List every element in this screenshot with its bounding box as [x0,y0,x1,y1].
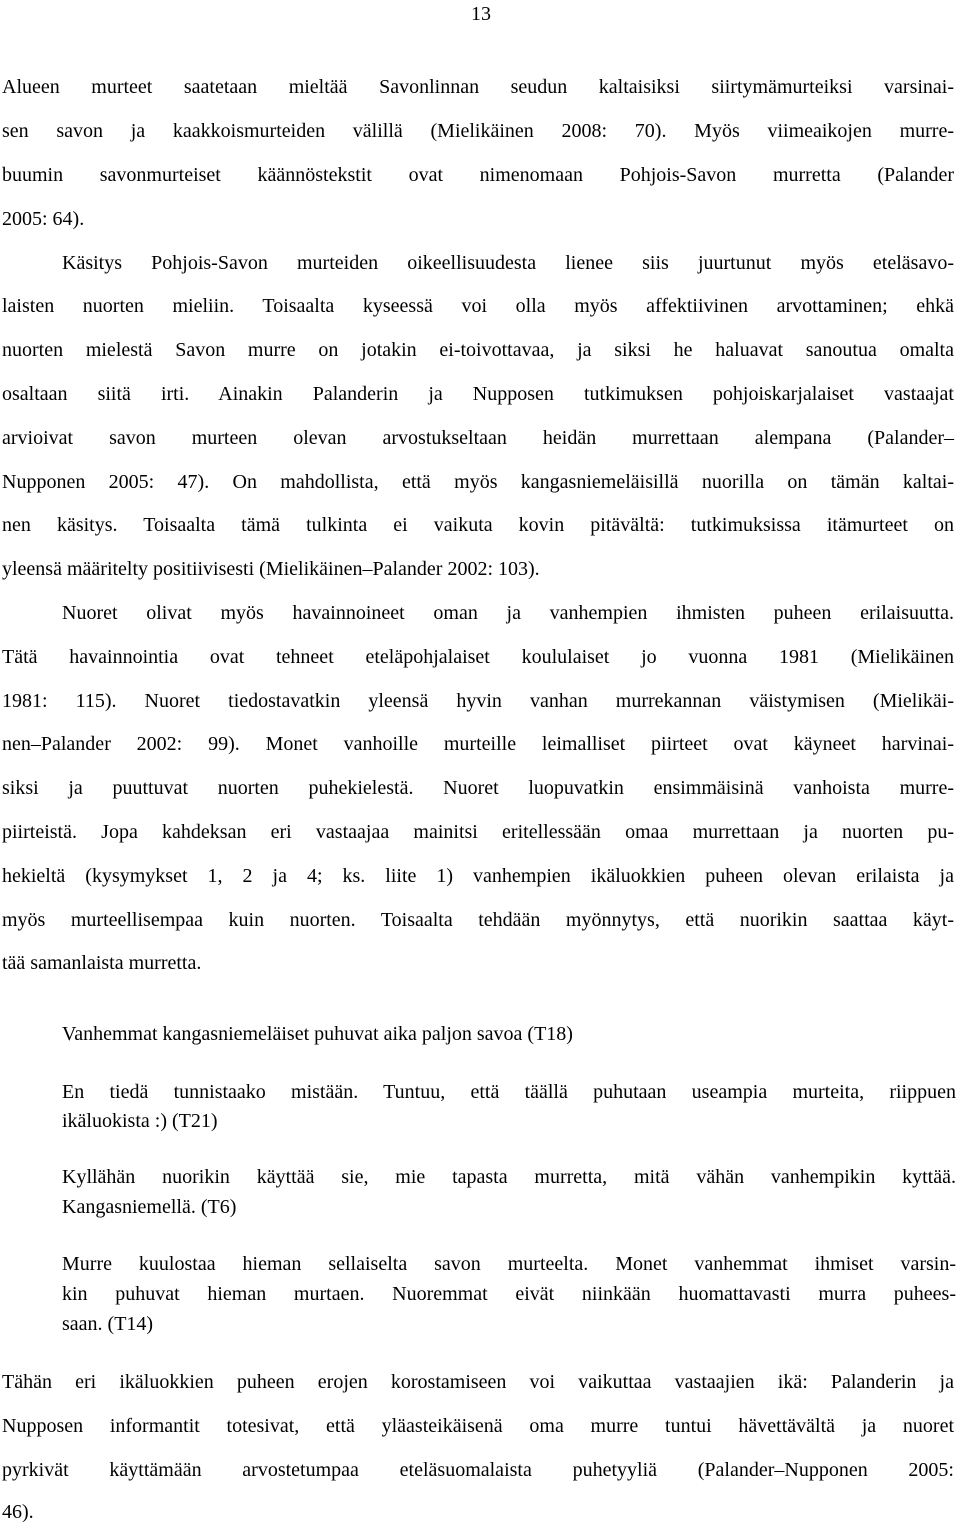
paragraph-3-line-7: hekieltä (kysymykset 1, 2 ja 4; ks. liite 1) vanhempien ikäluokkien puheen olevan erilaista ja [2,865,954,887]
paragraph-2-line-8: yleensä määritelty positiivisesti (Mielikäinen–Palander 2002: 103). [2,558,540,580]
paragraph-3-line-3: 1981: 115). Nuoret tiedostavatkin yleensä hyvin vanhan murrekannan väistymisen (Mielikäi- [2,690,954,712]
paragraph-1-line-4: 2005: 64). [2,208,85,230]
paragraph-4-line-1: Tähän eri ikäluokkien puheen erojen korostamiseen voi vaikuttaa vastaajien ikä: Palanderin ja [2,1371,954,1393]
paragraph-4-line-4: 46). [2,1501,34,1523]
paragraph-3-line-5: siksi ja puuttuvat nuorten puhekielestä. Nuoret luopuvatkin ensimmäisinä vanhoista murre- [2,777,954,799]
paragraph-3-line-4: nen–Palander 2002: 99). Monet vanhoille murteille leimalliset piirteet ovat käyneet harvinai- [2,733,954,755]
paragraph-2-line-6: Nupponen 2005: 47). On mahdollista, että myös kangasniemeläisillä nuorilla on tämän kaltai- [2,471,954,493]
paragraph-3-line-1: Nuoret olivat myös havainnoineet oman ja vanhempien ihmisten puheen erilaisuutta. [62,602,954,624]
quote-t18-line-1: Vanhemmat kangasniemeläiset puhuvat aika paljon savoa (T18) [62,1023,573,1045]
paragraph-4-line-3: pyrkivät käyttämään arvostetumpaa eteläsuomalaista puhetyyliä (Palander–Nupponen 2005: [2,1459,954,1481]
quote-t21-line-1: En tiedä tunnistaako mistään. Tuntuu, että täällä puhutaan useampia murteita, riippuen [62,1081,956,1103]
paragraph-1-line-3: buumin savonmurteiset käännöstekstit ovat nimenomaan Pohjois-Savon murretta (Palander [2,164,954,186]
paragraph-2-line-4: osaltaan siitä irti. Ainakin Palanderin ja Nupposen tutkimuksen pohjoiskarjalaiset vastaajat [2,383,954,405]
paragraph-1-line-2: sen savon ja kaakkoismurteiden välillä (Mielikäinen 2008: 70). Myös viimeaikojen murre- [2,120,954,142]
paragraph-2-line-2: laisten nuorten mieliin. Toisaalta kyseessä voi olla myös affektiivinen arvottaminen; ehkä [2,295,954,317]
quote-t6-line-2: Kangasniemellä. (T6) [62,1196,237,1218]
paragraph-3-line-6: piirteistä. Jopa kahdeksan eri vastaajaa mainitsi eritellessään omaa murrettaan ja nuorten pu- [2,821,954,843]
paragraph-2-line-3: nuorten mielestä Savon murre on jotakin ei-toivottavaa, ja siksi he haluavat sanoutua omalta [2,339,954,361]
paragraph-1-line-1: Alueen murteet saatetaan mieltää Savonlinnan seudun kaltaisiksi siirtymämurteiksi varsinai- [2,76,954,98]
paragraph-3-line-2: Tätä havainnointia ovat tehneet eteläpohjalaiset koululaiset jo vuonna 1981 (Mielikäinen [2,646,954,668]
quote-t6-line-1: Kyllähän nuorikin käyttää sie, mie tapasta murretta, mitä vähän vanhempikin kyttää. [62,1166,956,1188]
page-number: 13 [471,3,491,25]
paragraph-3-line-9: tää samanlaista murretta. [2,952,202,974]
quote-t14-line-1: Murre kuulostaa hieman sellaiselta savon murteelta. Monet vanhemmat ihmiset varsin- [62,1253,956,1275]
quote-t14-line-2: kin puhuvat hieman murtaen. Nuoremmat eivät niinkään huomattavasti murra puhees- [62,1283,956,1305]
quote-t14-line-3: saan. (T14) [62,1313,154,1335]
paragraph-3-line-8: myös murteellisempaa kuin nuorten. Toisaalta tehdään myönnytys, että nuorikin saattaa käyt- [2,909,954,931]
paragraph-4-line-2: Nupposen informantit totesivat, että yläasteikäisenä oma murre tuntui hävettävältä ja nuoret [2,1415,954,1437]
quote-t21-line-2: ikäluokista :) (T21) [62,1110,218,1132]
paragraph-2-line-7: nen käsitys. Toisaalta tämä tulkinta ei vaikuta kovin pitävältä: tutkimuksissa itämurteet on [2,514,954,536]
paragraph-2-line-1: Käsitys Pohjois-Savon murteiden oikeellisuudesta lienee siis juurtunut myös eteläsavo- [62,252,954,274]
paragraph-2-line-5: arvioivat savon murteen olevan arvostukseltaan heidän murrettaan alempana (Palander– [2,427,954,449]
